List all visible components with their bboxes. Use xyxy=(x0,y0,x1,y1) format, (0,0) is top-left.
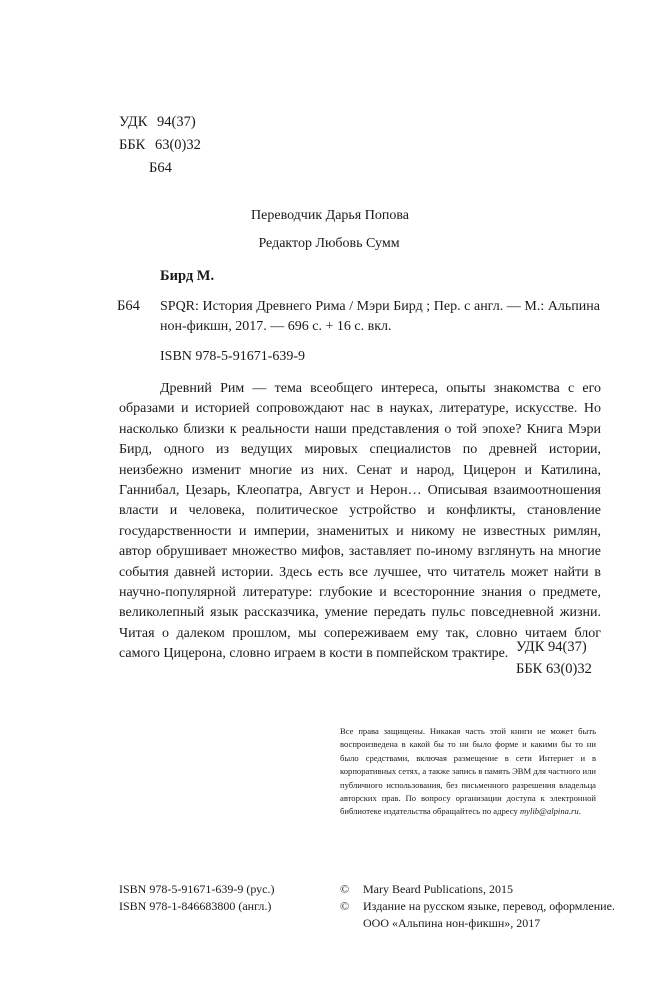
copyright-row-3 xyxy=(340,915,615,932)
library-email[interactable]: mylib@alpina.ru xyxy=(519,806,579,817)
annotation-paragraph: Древний Рим — тема всеобщего интереса, опыты знакомства с его образами и историей сопровождают нас в науках, литературе, искусстве. Но насколько близки к реальности наши представления о той эпохе? Книга Мэри Бирд, одного из ведущих мировых специалистов по древней истории, неизбежно изменит многие из них. Сенат и народ, Цицерон и Катилина, Ганнибал, Цезарь, Клеопатра, Август и Нерон… Описывая взаимоотношения власти и человека, политическое устройство и конфликты, становление государственности и империи, знаменитых и никому не известных римлян, автор обрушивает множество мифов, заставляет по-иному взглянуть на многие события давней истории. Здесь есть все лучшее, что читатель может найти в научно-популярной литературе: глубокие и всесторонние знания о предмете, великолепный язык рассказчика, умение передать пульс повседневной жизни. Читая о далеком прошлом, мы сопереживаем ему так, словно читаем блог самого Цицерона, словно играем в кости в помпейском трактире. xyxy=(119,381,601,662)
bbk-value: 63(0)32 xyxy=(154,137,201,153)
copyright-row-1 xyxy=(340,881,615,898)
copyright-line-2: Издание на русском языке, перевод, оформление. xyxy=(363,899,615,913)
translator-credit: Переводчик Дарья Попова xyxy=(251,208,409,223)
bib-description: SPQR: История Древнего Рима / Мэри Бирд ; Пер. с англ. — М.: Альпина нон-фикшн, 2017. — 696 с. + 16 с. вкл. xyxy=(160,299,600,334)
editor-credit: Редактор Любовь Сумм xyxy=(258,236,400,251)
classification-right xyxy=(516,636,592,680)
rights-text: Все права защищены. Никакая часть этой книги не может быть воспроизведена в какой бы то ни было форме и какими бы то ни было средствами, включая размещение в сети Интернет и в корпоративных сетях, а также запись в память ЭВМ для частного или публичного использования, без письменного разрешения владельца авторских прав. По вопросу организации доступа к электронной библиотеке издательства обращайтесь по адресу xyxy=(340,726,596,817)
credits-block xyxy=(0,203,664,257)
udk-value: 94(37) xyxy=(157,114,196,130)
copyright-block xyxy=(340,881,615,932)
copyright-symbol: © xyxy=(340,899,350,913)
udk-line xyxy=(119,111,201,134)
copyright-row-2 xyxy=(340,898,615,915)
bbk-right: ББК 63(0)32 xyxy=(516,661,592,677)
copyright-line-3: ООО «Альпина нон-фикшн», 2017 xyxy=(363,916,541,930)
rights-end: . xyxy=(578,806,581,817)
author-mark-line xyxy=(119,157,201,180)
copyright-symbol: © xyxy=(340,882,350,896)
isbn-eng: ISBN 978-1-846683800 (англ.) xyxy=(119,899,272,913)
bib-author-mark: Б64 xyxy=(117,298,140,314)
rights-notice xyxy=(340,725,596,819)
udk-label: УДК xyxy=(119,114,148,130)
isbn-rus: ISBN 978-5-91671-639-9 (рус.) xyxy=(119,882,275,896)
classification-block xyxy=(119,111,201,180)
bib-isbn: ISBN 978-5-91671-639-9 xyxy=(160,349,306,364)
udk-right: УДК 94(37) xyxy=(516,639,587,655)
bbk-line xyxy=(119,134,201,157)
copyright-line-1: Mary Beard Publications, 2015 xyxy=(363,882,513,896)
isbn-block xyxy=(119,881,274,915)
bbk-label: ББК xyxy=(119,137,146,153)
author-mark: Б64 xyxy=(149,160,172,176)
author-heading: Бирд М. xyxy=(160,268,215,284)
